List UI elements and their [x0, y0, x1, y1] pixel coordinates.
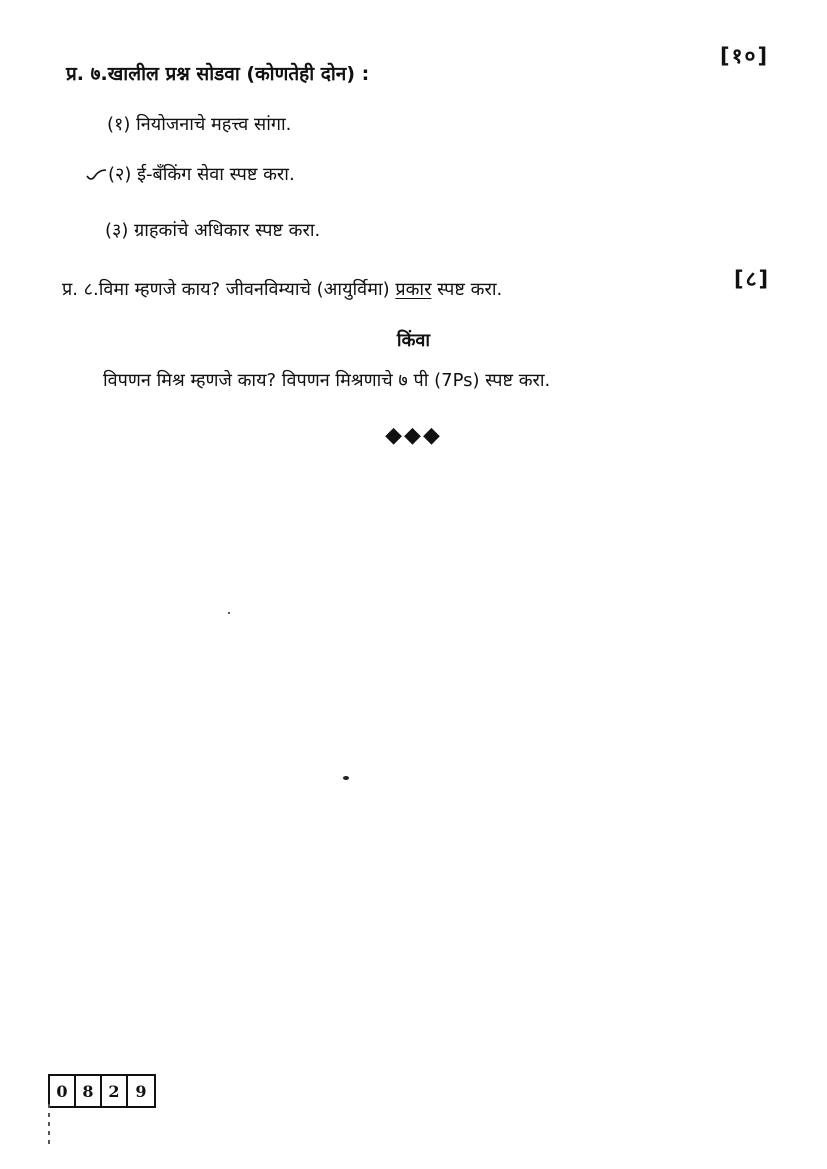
question-8-underlined-word: प्रकार	[395, 279, 432, 300]
question-8-text-end: स्पष्ट करा.	[431, 279, 503, 300]
end-of-paper-diamonds: ◆◆◆	[385, 423, 442, 448]
question-7-marks: [१०]	[720, 44, 770, 68]
page-code-box	[48, 1074, 156, 1108]
or-separator: किंवा	[396, 330, 431, 351]
page-code-digit: 2	[102, 1076, 128, 1106]
question-7-heading: प्र. ७.खालील प्रश्न सोडवा (कोणतेही दोन) :	[66, 63, 370, 85]
page-code-digit: 9	[135, 1081, 147, 1101]
margin-dashed-line	[48, 1104, 50, 1144]
page-code-digit: 0	[50, 1076, 76, 1106]
question-8-alternative: विपणन मिश्र म्हणजे काय? विपणन मिश्रणाचे ७ पी (7Ps) स्पष्ट करा.	[103, 370, 551, 391]
page-code-digit: 8	[76, 1076, 102, 1106]
pen-tick-mark	[86, 168, 108, 182]
question-8-heading	[62, 277, 502, 301]
question-7-option-1: (१) नियोजनाचे महत्त्व सांगा.	[107, 114, 292, 135]
scan-speck	[228, 612, 230, 614]
question-8-marks: [८]	[734, 267, 771, 291]
question-7-option-3: (३) ग्राहकांचे अधिकार स्पष्ट करा.	[105, 220, 321, 241]
question-7-option-2: (२) ई-बँकिंग सेवा स्पष्ट करा.	[108, 164, 295, 185]
scan-speck	[343, 776, 349, 780]
question-8-text-start: प्र. ८.विमा म्हणजे काय? जीवनविम्याचे (आयुर्विमा)	[62, 279, 396, 300]
